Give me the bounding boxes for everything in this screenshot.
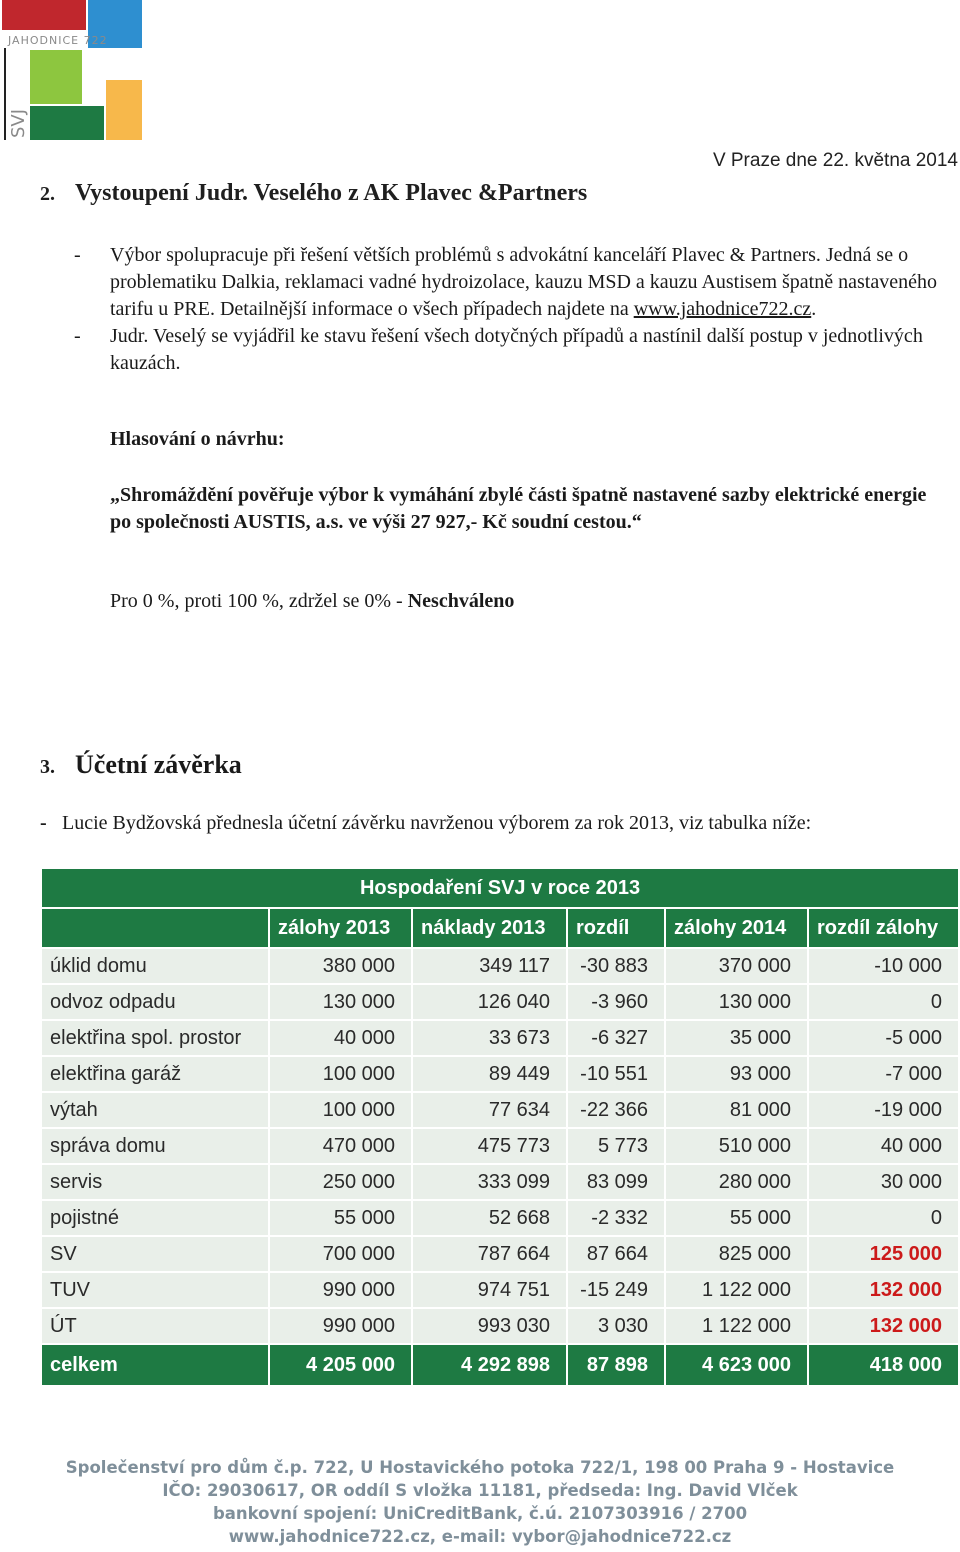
table-cell: 40 000 [808, 1128, 959, 1164]
total-cell: 87 898 [567, 1344, 665, 1386]
table-cell: 130 000 [665, 984, 808, 1020]
bullet-item [66, 242, 946, 323]
table-cell: -10 000 [808, 948, 959, 984]
table-cell: -7 000 [808, 1056, 959, 1092]
table-row [41, 1164, 959, 1200]
table-cell: 333 099 [412, 1164, 567, 1200]
row-label: výtah [41, 1092, 269, 1128]
table-row [41, 1272, 959, 1308]
row-label: odvoz odpadu [41, 984, 269, 1020]
website-link[interactable]: www.jahodnice722.cz [633, 298, 812, 320]
table-cell: -3 960 [567, 984, 665, 1020]
table-cell: 787 664 [412, 1236, 567, 1272]
table-row [41, 1236, 959, 1272]
table-cell: 100 000 [269, 1092, 412, 1128]
bullet-text: Výbor spolupracuje při řešení větších problémů s advokátní kanceláří Plavec & Partners. Jedná se o problematiku Dalkia, reklamaci vadné hydroizolace, kauzu MSD a kauzu Austisem špatně nastaveného tarifu u PRE. Detailnější informace o všech případech najdete na [110, 244, 937, 320]
section-2-bullets [66, 242, 946, 377]
table-cell: 130 000 [269, 984, 412, 1020]
table-cell: 35 000 [665, 1020, 808, 1056]
footer-bank: bankovní spojení: UniCreditBank, č.ú. 2107303916 / 2700 [212, 1504, 748, 1523]
vote-result-text: Pro 0 %, proti 100 %, zdržel se 0% - [110, 590, 408, 612]
table-cell: 81 000 [665, 1092, 808, 1128]
section-3-paragraph [40, 812, 811, 835]
table-title: Hospodaření SVJ v roce 2013 [41, 868, 959, 908]
logo-text: JAHODNICE 722 [8, 34, 108, 47]
table-row [41, 1200, 959, 1236]
table-cell: 380 000 [269, 948, 412, 984]
table-cell: 52 668 [412, 1200, 567, 1236]
bullet-item [66, 323, 946, 377]
table-row [41, 984, 959, 1020]
table-total-row [41, 1344, 959, 1386]
table-cell: -15 249 [567, 1272, 665, 1308]
row-label: správa domu [41, 1128, 269, 1164]
table-cell: 250 000 [269, 1164, 412, 1200]
vote-heading: Hlasování o návrhu: [110, 428, 285, 450]
table-cell: 1 122 000 [665, 1272, 808, 1308]
table-cell: -22 366 [567, 1092, 665, 1128]
table-cell: 93 000 [665, 1056, 808, 1092]
section-2-heading [40, 180, 587, 207]
total-cell: 4 292 898 [412, 1344, 567, 1386]
table-cell: -10 551 [567, 1056, 665, 1092]
section-3-number: 3. [40, 756, 55, 778]
table-cell: 993 030 [412, 1308, 567, 1344]
table-header: rozdíl zálohy [808, 908, 959, 948]
table-cell: 132 000 [808, 1308, 959, 1344]
table-cell: 475 773 [412, 1128, 567, 1164]
table-cell: -6 327 [567, 1020, 665, 1056]
table-cell: 30 000 [808, 1164, 959, 1200]
table-cell: 470 000 [269, 1128, 412, 1164]
table-row [41, 1020, 959, 1056]
table-cell: 89 449 [412, 1056, 567, 1092]
table-cell: 55 000 [665, 1200, 808, 1236]
total-cell: 4 205 000 [269, 1344, 412, 1386]
table-cell: 825 000 [665, 1236, 808, 1272]
table-cell: 83 099 [567, 1164, 665, 1200]
vote-result [110, 590, 514, 613]
table-cell: -2 332 [567, 1200, 665, 1236]
logo-light-green-block [30, 50, 82, 104]
table-cell: 974 751 [412, 1272, 567, 1308]
table-cell: 3 030 [567, 1308, 665, 1344]
table-cell: 370 000 [665, 948, 808, 984]
paragraph-dash: - [40, 812, 47, 834]
table-cell: 126 040 [412, 984, 567, 1020]
table-cell: 280 000 [665, 1164, 808, 1200]
resolution-text: „Shromáždění pověřuje výbor k vymáhání zbylé části špatně nastavené sazby elektrické energie po společnosti AUSTIS, a.s. ve výši 27 927,- Kč soudní cestou.“ [110, 484, 927, 533]
total-label: celkem [41, 1344, 269, 1386]
bullet-dash: - [74, 244, 81, 266]
total-cell: 418 000 [808, 1344, 959, 1386]
vote-result-verdict: Neschváleno [407, 590, 515, 612]
document-date: V Praze dne 22. května 2014 [712, 150, 958, 171]
table-cell: 349 117 [412, 948, 567, 984]
table-cell: -30 883 [567, 948, 665, 984]
bullet-period: . [811, 298, 817, 320]
table-cell: 77 634 [412, 1092, 567, 1128]
logo-orange-block [106, 80, 142, 140]
table-cell: 700 000 [269, 1236, 412, 1272]
table-cell: 40 000 [269, 1020, 412, 1056]
table-cell: 132 000 [808, 1272, 959, 1308]
page-footer [0, 1456, 960, 1548]
table-cell: 87 664 [567, 1236, 665, 1272]
table-cell: 55 000 [269, 1200, 412, 1236]
table-cell: 125 000 [808, 1236, 959, 1272]
logo-side-text: SVJ [8, 108, 29, 138]
table-row [41, 1092, 959, 1128]
table-cell: 1 122 000 [665, 1308, 808, 1344]
bullet-dash: - [74, 325, 81, 347]
section-3-heading [40, 750, 242, 780]
table-cell: 0 [808, 1200, 959, 1236]
footer-contact: www.jahodnice722.cz, e-mail: vybor@jahodnice722.cz [228, 1527, 732, 1546]
table-header: zálohy 2014 [665, 908, 808, 948]
paragraph-text: Lucie Bydžovská přednesla účetní závěrku navrženou výborem za rok 2013, viz tabulka níže: [62, 812, 812, 834]
bullet-text: Judr. Veselý se vyjádřil ke stavu řešení všech dotyčných případů a nastínil další postup v jednotlivých kauzách. [110, 325, 923, 374]
table-row [41, 1308, 959, 1344]
svj-jahodnice-logo [0, 0, 142, 140]
logo-red-block [2, 0, 86, 30]
table-header: náklady 2013 [412, 908, 567, 948]
table-cell: -5 000 [808, 1020, 959, 1056]
table-cell: 990 000 [269, 1308, 412, 1344]
section-3-title: Účetní závěrka [75, 750, 242, 779]
table-cell: -19 000 [808, 1092, 959, 1128]
footer-registration: IČO: 29030617, OR oddíl S vložka 11181, předseda: Ing. David Vlček [162, 1481, 798, 1500]
footer-address: Společenství pro dům č.p. 722, U Hostavického potoka 722/1, 198 00 Praha 9 - Hostavice [65, 1458, 895, 1477]
row-label: SV [41, 1236, 269, 1272]
budget-table [40, 867, 960, 1387]
logo-dark-green-block [30, 106, 104, 140]
section-2-number: 2. [40, 183, 55, 205]
row-label: pojistné [41, 1200, 269, 1236]
table-row [41, 948, 959, 984]
table-cell: 5 773 [567, 1128, 665, 1164]
row-label: úklid domu [41, 948, 269, 984]
row-label: TUV [41, 1272, 269, 1308]
table-header-blank [41, 908, 269, 948]
table-cell: 0 [808, 984, 959, 1020]
table-row [41, 1056, 959, 1092]
section-2-title: Vystoupení Judr. Veselého z AK Plavec &Partners [75, 180, 588, 206]
row-label: elektřina garáž [41, 1056, 269, 1092]
table-header: zálohy 2013 [269, 908, 412, 948]
table-cell: 990 000 [269, 1272, 412, 1308]
table-cell: 510 000 [665, 1128, 808, 1164]
table-cell: 33 673 [412, 1020, 567, 1056]
table-header: rozdíl [567, 908, 665, 948]
row-label: ÚT [41, 1308, 269, 1344]
table-cell: 100 000 [269, 1056, 412, 1092]
total-cell: 4 623 000 [665, 1344, 808, 1386]
table-row [41, 1128, 959, 1164]
row-label: elektřina spol. prostor [41, 1020, 269, 1056]
row-label: servis [41, 1164, 269, 1200]
